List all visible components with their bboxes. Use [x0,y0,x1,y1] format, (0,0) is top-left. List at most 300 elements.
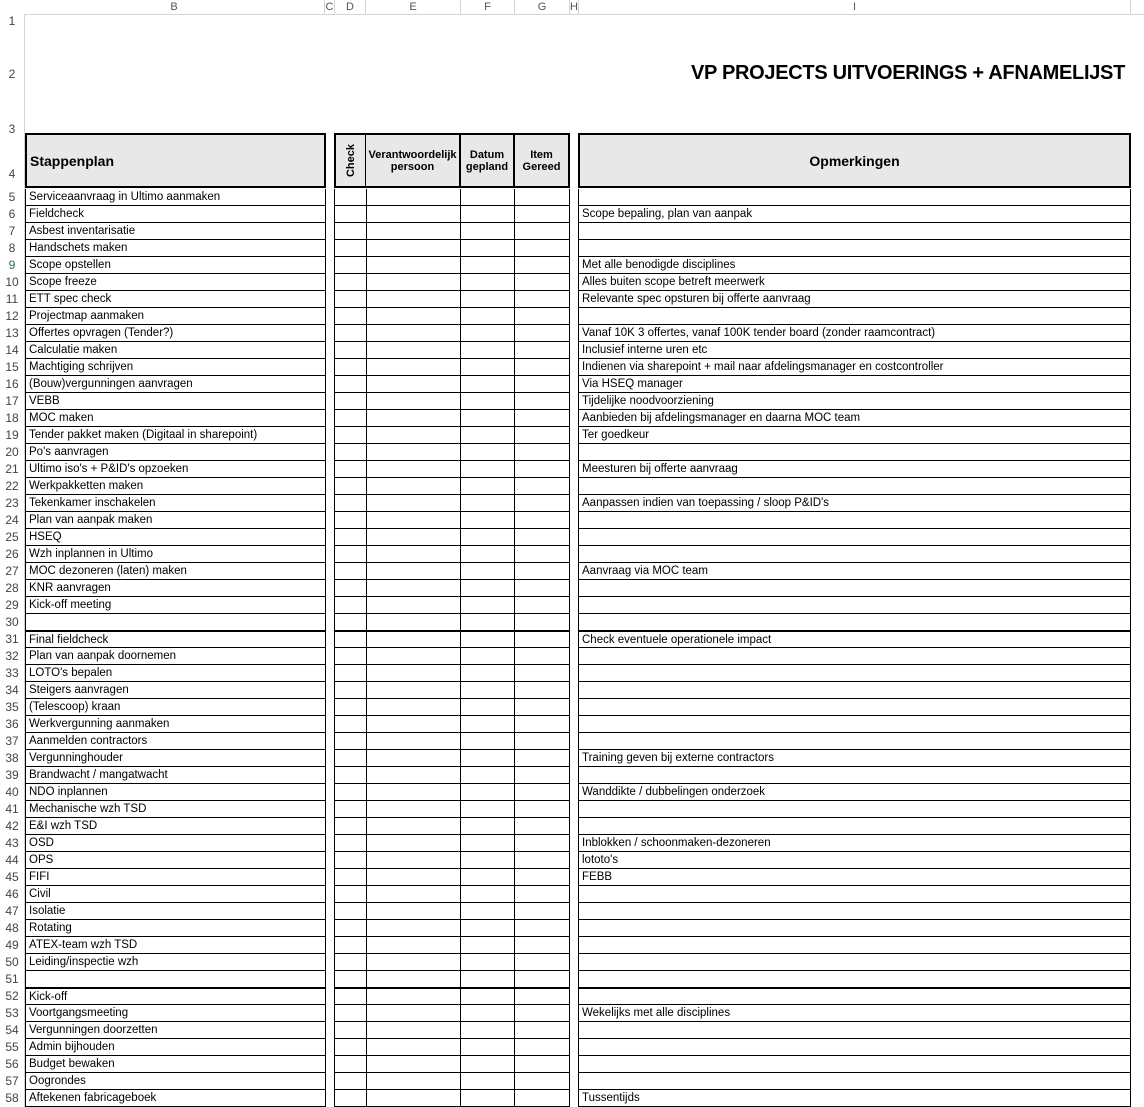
verantwoordelijk-cell[interactable] [366,563,461,580]
check-cell[interactable] [334,954,367,971]
check-cell[interactable] [334,495,367,512]
step-cell[interactable]: Offertes opvragen (Tender?) [25,325,326,342]
check-cell[interactable] [334,376,367,393]
opmerking-cell[interactable]: Alles buiten scope betreft meerwerk [578,274,1131,291]
opmerking-cell[interactable] [578,954,1131,971]
opmerking-cell[interactable] [578,1039,1131,1056]
row-header-30[interactable]: 30 [5,615,19,629]
step-cell[interactable]: HSEQ [25,529,326,546]
item-cell[interactable] [514,376,570,393]
step-cell[interactable]: Kick-off meeting [25,597,326,614]
item-cell[interactable] [514,682,570,699]
row-header-21[interactable]: 21 [5,462,19,476]
datum-cell[interactable] [460,546,515,563]
opmerking-cell[interactable]: Wanddikte / dubbelingen onderzoek [578,784,1131,801]
datum-cell[interactable] [460,852,515,869]
check-cell[interactable] [334,529,367,546]
opmerking-cell[interactable]: lototo's [578,852,1131,869]
verantwoordelijk-cell[interactable] [366,393,461,410]
item-cell[interactable] [514,495,570,512]
step-cell[interactable]: Vergunningen doorzetten [25,1022,326,1039]
opmerking-cell[interactable]: Scope bepaling, plan van aanpak [578,206,1131,223]
check-cell[interactable] [334,291,367,308]
row-header-5[interactable]: 5 [8,190,16,204]
row-header-32[interactable]: 32 [5,649,19,663]
check-cell[interactable] [334,257,367,274]
verantwoordelijk-cell[interactable] [366,869,461,886]
verantwoordelijk-cell[interactable] [366,903,461,920]
item-cell[interactable] [514,342,570,359]
check-cell[interactable] [334,614,367,631]
datum-cell[interactable] [460,1039,515,1056]
item-cell[interactable] [514,308,570,325]
item-cell[interactable] [514,546,570,563]
datum-cell[interactable] [460,937,515,954]
row-header-49[interactable]: 49 [5,938,19,952]
step-cell[interactable]: NDO inplannen [25,784,326,801]
item-cell[interactable] [514,1056,570,1073]
item-cell[interactable] [514,1005,570,1022]
check-cell[interactable] [334,818,367,835]
datum-cell[interactable] [460,835,515,852]
opmerking-cell[interactable] [578,801,1131,818]
opmerking-cell[interactable] [578,987,1131,1005]
row-header-53[interactable]: 53 [5,1006,19,1020]
check-cell[interactable] [334,393,367,410]
row-header-52[interactable]: 52 [5,989,19,1003]
step-cell[interactable]: Tender pakket maken (Digitaal in sharepoint) [25,427,326,444]
row-header-7[interactable]: 7 [8,224,16,238]
step-cell[interactable]: Machtiging schrijven [25,359,326,376]
row-header-13[interactable]: 13 [5,326,19,340]
check-cell[interactable] [334,630,367,648]
check-cell[interactable] [334,1090,367,1107]
step-cell[interactable]: Wzh inplannen in Ultimo [25,546,326,563]
opmerking-cell[interactable] [578,580,1131,597]
opmerking-cell[interactable] [578,886,1131,903]
check-cell[interactable] [334,733,367,750]
datum-cell[interactable] [460,342,515,359]
datum-cell[interactable] [460,733,515,750]
step-cell[interactable]: (Telescoop) kraan [25,699,326,716]
verantwoordelijk-cell[interactable] [366,987,461,1005]
verantwoordelijk-cell[interactable] [366,529,461,546]
opmerking-cell[interactable] [578,614,1131,631]
check-cell[interactable] [334,699,367,716]
verantwoordelijk-cell[interactable] [366,784,461,801]
check-cell[interactable] [334,359,367,376]
column-header-F[interactable]: F [461,0,515,14]
datum-cell[interactable] [460,903,515,920]
item-cell[interactable] [514,580,570,597]
check-cell[interactable] [334,461,367,478]
opmerking-cell[interactable] [578,529,1131,546]
row-header-58[interactable]: 58 [5,1091,19,1105]
datum-cell[interactable] [460,461,515,478]
verantwoordelijk-cell[interactable] [366,1005,461,1022]
datum-cell[interactable] [460,648,515,665]
item-cell[interactable] [514,920,570,937]
step-cell[interactable]: Ultimo iso's + P&ID's opzoeken [25,461,326,478]
verantwoordelijk-cell[interactable] [366,750,461,767]
datum-cell[interactable] [460,427,515,444]
check-cell[interactable] [334,308,367,325]
check-cell[interactable] [334,512,367,529]
opmerking-cell[interactable] [578,478,1131,495]
verantwoordelijk-cell[interactable] [366,733,461,750]
opmerking-cell[interactable] [578,223,1131,240]
verantwoordelijk-cell[interactable] [366,937,461,954]
datum-cell[interactable] [460,1090,515,1107]
opmerking-cell[interactable] [578,546,1131,563]
datum-cell[interactable] [460,971,515,988]
datum-cell[interactable] [460,767,515,784]
opmerking-cell[interactable] [578,665,1131,682]
header-verantwoordelijk[interactable]: Verantwoordelijk persoon [365,133,461,188]
step-cell[interactable]: Oogrondes [25,1073,326,1090]
check-cell[interactable] [334,937,367,954]
verantwoordelijk-cell[interactable] [366,274,461,291]
sheet-title[interactable]: VP PROJECTS UITVOERINGS + AFNAMELIJST [691,62,1125,84]
header-check[interactable] [334,133,367,188]
check-cell[interactable] [334,886,367,903]
opmerking-cell[interactable] [578,1073,1131,1090]
opmerking-cell[interactable]: Tussentijds [578,1090,1131,1107]
opmerking-cell[interactable]: Ter goedkeur [578,427,1131,444]
verantwoordelijk-cell[interactable] [366,886,461,903]
item-cell[interactable] [514,1039,570,1056]
check-cell[interactable] [334,274,367,291]
item-cell[interactable] [514,987,570,1005]
opmerking-cell[interactable] [578,444,1131,461]
verantwoordelijk-cell[interactable] [366,223,461,240]
check-cell[interactable] [334,410,367,427]
check-cell[interactable] [334,784,367,801]
opmerking-cell[interactable] [578,937,1131,954]
datum-cell[interactable] [460,801,515,818]
row-header-26[interactable]: 26 [5,547,19,561]
row-header-57[interactable]: 57 [5,1074,19,1088]
opmerking-cell[interactable] [578,512,1131,529]
item-cell[interactable] [514,291,570,308]
step-cell[interactable] [25,614,326,631]
check-cell[interactable] [334,580,367,597]
row-header-41[interactable]: 41 [5,802,19,816]
row-header-40[interactable]: 40 [5,785,19,799]
step-cell[interactable]: Aanmelden contractors [25,733,326,750]
check-cell[interactable] [334,1005,367,1022]
step-cell[interactable]: Mechanische wzh TSD [25,801,326,818]
item-cell[interactable] [514,801,570,818]
check-cell[interactable] [334,240,367,257]
item-cell[interactable] [514,699,570,716]
datum-cell[interactable] [460,274,515,291]
datum-cell[interactable] [460,1005,515,1022]
check-cell[interactable] [334,971,367,988]
opmerking-cell[interactable] [578,716,1131,733]
item-cell[interactable] [514,325,570,342]
row-header-25[interactable]: 25 [5,530,19,544]
opmerking-cell[interactable] [578,818,1131,835]
check-cell[interactable] [334,546,367,563]
verantwoordelijk-cell[interactable] [366,461,461,478]
verantwoordelijk-cell[interactable] [366,359,461,376]
item-cell[interactable] [514,716,570,733]
step-cell[interactable]: Tekenkamer inschakelen [25,495,326,512]
datum-cell[interactable] [460,920,515,937]
datum-cell[interactable] [460,682,515,699]
check-cell[interactable] [334,223,367,240]
step-cell[interactable]: Final fieldcheck [25,630,326,648]
row-header-19[interactable]: 19 [5,428,19,442]
row-header-9[interactable]: 9 [8,258,16,272]
check-cell[interactable] [334,835,367,852]
opmerking-cell[interactable]: Met alle benodigde disciplines [578,257,1131,274]
opmerking-cell[interactable] [578,971,1131,988]
check-cell[interactable] [334,903,367,920]
datum-cell[interactable] [460,376,515,393]
opmerking-cell[interactable]: Vanaf 10K 3 offertes, vanaf 100K tender board (zonder raamcontract) [578,325,1131,342]
datum-cell[interactable] [460,630,515,648]
verantwoordelijk-cell[interactable] [366,971,461,988]
verantwoordelijk-cell[interactable] [366,206,461,223]
datum-cell[interactable] [460,189,515,206]
verantwoordelijk-cell[interactable] [366,495,461,512]
step-cell[interactable]: Asbest inventarisatie [25,223,326,240]
opmerking-cell[interactable] [578,903,1131,920]
verantwoordelijk-cell[interactable] [366,630,461,648]
step-cell[interactable]: Plan van aanpak maken [25,512,326,529]
step-cell[interactable]: Rotating [25,920,326,937]
step-cell[interactable]: ATEX-team wzh TSD [25,937,326,954]
verantwoordelijk-cell[interactable] [366,257,461,274]
datum-cell[interactable] [460,308,515,325]
verantwoordelijk-cell[interactable] [366,1056,461,1073]
row-header-3[interactable]: 3 [8,122,16,136]
item-cell[interactable] [514,223,570,240]
row-header-11[interactable]: 11 [5,292,19,306]
datum-cell[interactable] [460,563,515,580]
header-datum-gepland[interactable]: Datum gepland [460,133,515,188]
opmerking-cell[interactable]: Indienen via sharepoint + mail naar afdelingsmanager en costcontroller [578,359,1131,376]
check-cell[interactable] [334,597,367,614]
verantwoordelijk-cell[interactable] [366,1073,461,1090]
step-cell[interactable]: VEBB [25,393,326,410]
item-cell[interactable] [514,784,570,801]
opmerking-cell[interactable]: Meesturen bij offerte aanvraag [578,461,1131,478]
opmerking-cell[interactable] [578,733,1131,750]
opmerking-cell[interactable]: Aanpassen indien van toepassing / sloop P&ID's [578,495,1131,512]
step-cell[interactable]: OSD [25,835,326,852]
row-header-48[interactable]: 48 [5,921,19,935]
column-header-E[interactable]: E [366,0,461,14]
datum-cell[interactable] [460,359,515,376]
row-header-29[interactable]: 29 [5,598,19,612]
row-header-2[interactable]: 2 [8,67,16,81]
verantwoordelijk-cell[interactable] [366,512,461,529]
item-cell[interactable] [514,563,570,580]
opmerking-cell[interactable] [578,767,1131,784]
datum-cell[interactable] [460,1073,515,1090]
verantwoordelijk-cell[interactable] [366,716,461,733]
row-header-54[interactable]: 54 [5,1023,19,1037]
verantwoordelijk-cell[interactable] [366,597,461,614]
check-cell[interactable] [334,189,367,206]
check-cell[interactable] [334,325,367,342]
verantwoordelijk-cell[interactable] [366,954,461,971]
row-header-20[interactable]: 20 [5,445,19,459]
step-cell[interactable]: LOTO's bepalen [25,665,326,682]
verantwoordelijk-cell[interactable] [366,325,461,342]
item-cell[interactable] [514,393,570,410]
opmerking-cell[interactable]: Aanvraag via MOC team [578,563,1131,580]
datum-cell[interactable] [460,495,515,512]
opmerking-cell[interactable]: Wekelijks met alle disciplines [578,1005,1131,1022]
row-header-16[interactable]: 16 [5,377,19,391]
step-cell[interactable]: Steigers aanvragen [25,682,326,699]
item-cell[interactable] [514,750,570,767]
step-cell[interactable]: ETT spec check [25,291,326,308]
row-header-47[interactable]: 47 [5,904,19,918]
datum-cell[interactable] [460,886,515,903]
row-header-36[interactable]: 36 [5,717,19,731]
datum-cell[interactable] [460,257,515,274]
row-header-27[interactable]: 27 [5,564,19,578]
opmerking-cell[interactable]: Tijdelijke noodvoorziening [578,393,1131,410]
verantwoordelijk-cell[interactable] [366,1090,461,1107]
opmerking-cell[interactable]: Via HSEQ manager [578,376,1131,393]
opmerking-cell[interactable]: FEBB [578,869,1131,886]
step-cell[interactable]: Admin bijhouden [25,1039,326,1056]
item-cell[interactable] [514,359,570,376]
datum-cell[interactable] [460,325,515,342]
datum-cell[interactable] [460,716,515,733]
step-cell[interactable]: Scope opstellen [25,257,326,274]
item-cell[interactable] [514,835,570,852]
item-cell[interactable] [514,597,570,614]
check-cell[interactable] [334,869,367,886]
item-cell[interactable] [514,665,570,682]
row-header-31[interactable]: 31 [5,632,19,646]
step-cell[interactable]: Serviceaanvraag in Ultimo aanmaken [25,189,326,206]
check-cell[interactable] [334,1039,367,1056]
verantwoordelijk-cell[interactable] [366,818,461,835]
verantwoordelijk-cell[interactable] [366,801,461,818]
datum-cell[interactable] [460,665,515,682]
datum-cell[interactable] [460,699,515,716]
check-cell[interactable] [334,750,367,767]
row-header-44[interactable]: 44 [5,853,19,867]
verantwoordelijk-cell[interactable] [366,852,461,869]
item-cell[interactable] [514,1022,570,1039]
opmerking-cell[interactable] [578,308,1131,325]
column-header-D[interactable]: D [335,0,366,14]
verantwoordelijk-cell[interactable] [366,427,461,444]
datum-cell[interactable] [460,240,515,257]
row-header-4[interactable]: 4 [8,167,16,181]
check-cell[interactable] [334,444,367,461]
item-cell[interactable] [514,257,570,274]
row-header-15[interactable]: 15 [5,360,19,374]
row-header-34[interactable]: 34 [5,683,19,697]
row-header-1[interactable]: 1 [8,14,16,28]
datum-cell[interactable] [460,1056,515,1073]
item-cell[interactable] [514,614,570,631]
datum-cell[interactable] [460,869,515,886]
check-cell[interactable] [334,682,367,699]
column-header-G[interactable]: G [515,0,570,14]
row-header-33[interactable]: 33 [5,666,19,680]
item-cell[interactable] [514,937,570,954]
step-cell[interactable]: (Bouw)vergunningen aanvragen [25,376,326,393]
check-cell[interactable] [334,648,367,665]
row-header-43[interactable]: 43 [5,836,19,850]
row-header-37[interactable]: 37 [5,734,19,748]
item-cell[interactable] [514,206,570,223]
item-cell[interactable] [514,869,570,886]
row-header-38[interactable]: 38 [5,751,19,765]
opmerking-cell[interactable]: Aanbieden bij afdelingsmanager en daarna MOC team [578,410,1131,427]
verantwoordelijk-cell[interactable] [366,699,461,716]
item-cell[interactable] [514,733,570,750]
item-cell[interactable] [514,818,570,835]
column-header-C[interactable]: C [325,1,334,13]
opmerking-cell[interactable] [578,1022,1131,1039]
opmerking-cell[interactable]: Relevante spec opsturen bij offerte aanvraag [578,291,1131,308]
row-header-35[interactable]: 35 [5,700,19,714]
datum-cell[interactable] [460,478,515,495]
verantwoordelijk-cell[interactable] [366,1039,461,1056]
verantwoordelijk-cell[interactable] [366,308,461,325]
step-cell[interactable]: Werkvergunning aanmaken [25,716,326,733]
row-header-55[interactable]: 55 [5,1040,19,1054]
datum-cell[interactable] [460,206,515,223]
check-cell[interactable] [334,1022,367,1039]
verantwoordelijk-cell[interactable] [366,682,461,699]
check-cell[interactable] [334,987,367,1005]
opmerking-cell[interactable]: Training geven bij externe contractors [578,750,1131,767]
item-cell[interactable] [514,903,570,920]
item-cell[interactable] [514,461,570,478]
verantwoordelijk-cell[interactable] [366,240,461,257]
check-cell[interactable] [334,206,367,223]
check-cell[interactable] [334,801,367,818]
row-header-51[interactable]: 51 [5,972,19,986]
datum-cell[interactable] [460,1022,515,1039]
verantwoordelijk-cell[interactable] [366,665,461,682]
row-header-8[interactable]: 8 [8,241,16,255]
item-cell[interactable] [514,630,570,648]
datum-cell[interactable] [460,818,515,835]
step-cell[interactable]: Leiding/inspectie wzh [25,954,326,971]
row-header-18[interactable]: 18 [5,411,19,425]
datum-cell[interactable] [460,580,515,597]
item-cell[interactable] [514,767,570,784]
datum-cell[interactable] [460,784,515,801]
datum-cell[interactable] [460,954,515,971]
column-header-B[interactable]: B [24,0,325,14]
item-cell[interactable] [514,886,570,903]
step-cell[interactable]: Calculatie maken [25,342,326,359]
datum-cell[interactable] [460,529,515,546]
verantwoordelijk-cell[interactable] [366,1022,461,1039]
check-cell[interactable] [334,920,367,937]
step-cell[interactable]: Civil [25,886,326,903]
opmerking-cell[interactable] [578,682,1131,699]
row-header-10[interactable]: 10 [5,275,19,289]
item-cell[interactable] [514,410,570,427]
datum-cell[interactable] [460,987,515,1005]
